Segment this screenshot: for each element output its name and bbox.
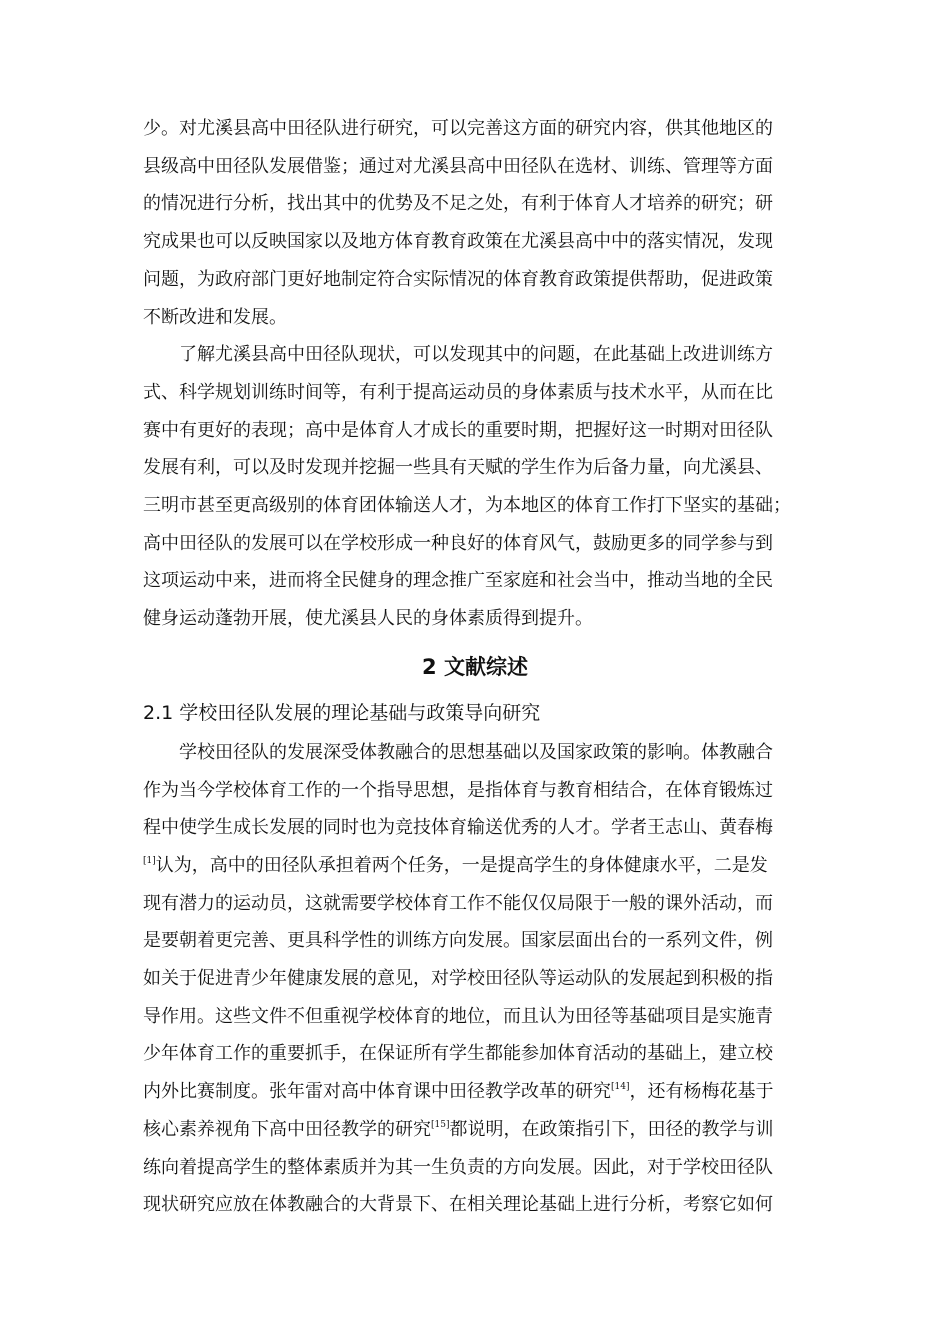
- text-line: 赛中有更好的表现；高中是体育人才成长的重要时期，把握好这一时期对田径队: [143, 419, 773, 441]
- citation-ref: [14]: [611, 1082, 630, 1093]
- text-line: 发展有利，可以及时发现并挖掘一些具有天赋的学生作为后备力量，向尤溪县、: [143, 457, 773, 479]
- text-line: 的情况进行分析，找出其中的优势及不足之处，有利于体育人才培养的研究；研: [143, 193, 773, 215]
- text-line: 学校田径队的发展深受体教融合的思想基础以及国家政策的影响。体教融合: [179, 741, 773, 763]
- text-line: 县级高中田径队发展借鉴；通过对尤溪县高中田径队在选材、训练、管理等方面: [143, 155, 773, 177]
- text-line: [143, 1111, 807, 1149]
- paragraph-research-significance: [143, 110, 807, 336]
- text-line: [143, 1073, 807, 1111]
- text-line: 练向着提高学生的整体素质并为其一生负责的方向发展。因此，对于学校田径队: [143, 1156, 773, 1178]
- subsection-heading-2-1: 2.1 学校田径队发展的理论基础与政策导向研究: [143, 701, 541, 724]
- text-line: 如关于促进青少年健康发展的意见，对学校田径队等运动队的发展起到积极的指: [143, 968, 773, 990]
- citation-ref: [15]: [431, 1119, 450, 1130]
- text-line: 少。对尤溪县高中田径队进行研究，可以完善这方面的研究内容，供其他地区的: [143, 118, 773, 139]
- text-line: 了解尤溪县高中田径队现状，可以发现其中的问题，在此基础上改进训练方: [179, 344, 773, 366]
- text-segment: 核心素养视角下高中田径教学的研究: [143, 1118, 431, 1140]
- text-line: 导作用。这些文件不但重视学校体育的地位，而且认为田径等基础项目是实施青: [143, 1005, 773, 1027]
- paragraph-practical-significance: [143, 336, 807, 638]
- text-line: 高中田径队的发展可以在学校形成一种良好的体育风气，鼓励更多的同学参与到: [143, 532, 773, 554]
- text-line: 不断改进和发展。: [143, 306, 287, 328]
- text-line: 这项运动中来，进而将全民健身的理念推广至家庭和社会当中，推动当地的全民: [143, 570, 773, 592]
- text-line: 健身运动蓬勃开展，使尤溪县人民的身体素质得到提升。: [143, 608, 593, 630]
- text-line: 式、科学规划训练时间等，有利于提高运动员的身体素质与技术水平，从而在比: [143, 381, 773, 403]
- paragraph-theoretical-basis: [143, 734, 807, 1224]
- page-body: [143, 110, 807, 1224]
- text-line: 问题，为政府部门更好地制定符合实际情况的体育教育政策提供帮助，促进政策: [143, 268, 773, 290]
- citation-ref: [1]: [143, 855, 156, 866]
- text-segment: 认为，高中的田径队承担着两个任务，一是提高学生的身体健康水平，二是发: [155, 854, 768, 876]
- text-segment: ，还有杨梅花基于: [629, 1081, 774, 1103]
- text-line: [143, 847, 807, 885]
- text-line: 是要朝着更完善、更具科学性的训练方向发展。国家层面出台的一系列文件，例: [143, 930, 773, 952]
- text-line: 究成果也可以反映国家以及地方体育教育政策在尤溪县高中中的落实情况，发现: [143, 231, 773, 253]
- text-line: 少年体育工作的重要抓手，在保证所有学生都能参加体育活动的基础上，建立校: [143, 1043, 773, 1065]
- text-segment: 内外比赛制度。张年雷对高中体育课中田径教学改革的研究: [143, 1081, 611, 1103]
- text-line: 作为当今学校体育工作的一个指导思想，是指体育与教育相结合，在体育锻炼过: [143, 779, 773, 801]
- text-line: 现有潜力的运动员，这就需要学校体育工作不能仅仅局限于一般的课外活动，而: [143, 892, 773, 914]
- text-line: 三明市甚至更高级别的体育团体输送人才，为本地区的体育工作打下坚实的基础；: [143, 495, 791, 517]
- section-heading-literature-review: 2 文献综述: [422, 654, 528, 679]
- text-segment: 都说明，在政策指引下，田径的教学与训: [449, 1118, 774, 1140]
- text-line: 程中使学生成长发展的同时也为竞技体育输送优秀的人才。学者王志山、黄春梅: [143, 817, 773, 839]
- text-line: 现状研究应放在体教融合的大背景下、在相关理论基础上进行分析，考察它如何: [143, 1194, 773, 1216]
